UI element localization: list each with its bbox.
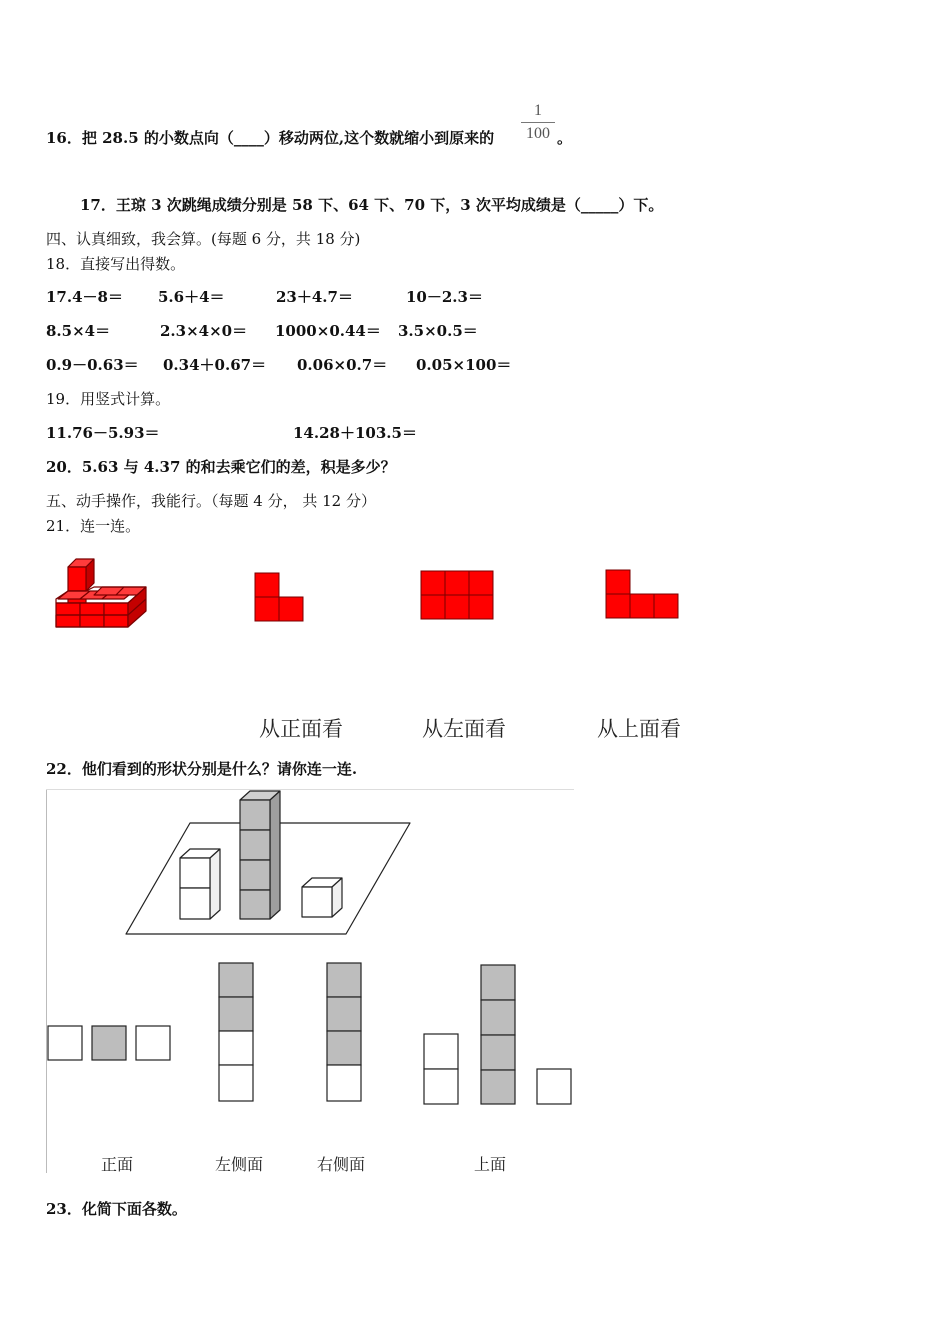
q23-text: 23．化简下面各数。 bbox=[46, 1200, 187, 1218]
q22-3d-scene bbox=[120, 790, 420, 940]
q16-end: 。 bbox=[557, 129, 573, 147]
q18-item: 0.05×100＝ bbox=[416, 356, 512, 374]
q18-item: 17.4－8＝ bbox=[46, 288, 123, 306]
q22-view-front bbox=[47, 1025, 175, 1063]
q18-item: 0.06×0.7＝ bbox=[297, 356, 388, 374]
q16-text: 16．把 28.5 的小数点向（____）移动两位,这个数就缩小到原来的 bbox=[46, 129, 495, 147]
fraction-denominator: 100 bbox=[526, 125, 550, 142]
q18-item: 8.5×4＝ bbox=[46, 322, 111, 340]
label-front: 正面 bbox=[101, 1155, 134, 1174]
q18-item: 5.6＋4＝ bbox=[158, 288, 225, 306]
q19-item: 14.28＋103.5＝ bbox=[293, 424, 417, 442]
q21-text: 21．连一连。 bbox=[46, 517, 141, 535]
q18-item: 23＋4.7＝ bbox=[276, 288, 353, 306]
q18-item: 1000×0.44＝ bbox=[275, 322, 381, 340]
q17-text: 17．王琼 3 次跳绳成绩分别是 58 下、64 下、70 下，3 次平均成绩是（_____）下。 bbox=[80, 196, 664, 214]
q22-text: 22．他们看到的形状分别是什么？请你连一连. bbox=[46, 760, 358, 778]
section-4-title: 四、认真细致，我会算。(每题 6 分，共 18 分) bbox=[46, 230, 361, 248]
q18-item: 3.5×0.5＝ bbox=[398, 322, 478, 340]
q18-item: 0.9－0.63＝ bbox=[46, 356, 139, 374]
red-shape-side-view bbox=[254, 572, 306, 624]
q19-item: 11.76－5.93＝ bbox=[46, 424, 160, 442]
fraction-numerator: 1 bbox=[534, 102, 542, 119]
caption-top-view: 从上面看 bbox=[597, 717, 681, 741]
q18-item: 2.3×4×0＝ bbox=[160, 322, 248, 340]
label-top: 上面 bbox=[474, 1155, 507, 1174]
q22-view-top bbox=[423, 964, 575, 1106]
q16-fraction bbox=[521, 102, 555, 143]
label-right-side: 右侧面 bbox=[317, 1155, 366, 1174]
red-shape-front-view bbox=[420, 570, 496, 622]
label-left-side: 左侧面 bbox=[215, 1155, 264, 1174]
q22-view-right bbox=[326, 962, 364, 1104]
q22-view-left bbox=[218, 962, 256, 1104]
q18-text: 18．直接写出得数。 bbox=[46, 255, 186, 273]
red-cube-solid-figure bbox=[50, 555, 160, 635]
q20-text: 20．5.63 与 4.37 的和去乘它们的差，积是多少？ bbox=[46, 458, 396, 476]
q19-text: 19．用竖式计算。 bbox=[46, 390, 171, 408]
q18-item: 10－2.3＝ bbox=[406, 288, 483, 306]
red-shape-top-view bbox=[605, 569, 681, 621]
caption-front-view: 从正面看 bbox=[259, 717, 343, 741]
caption-left-view: 从左面看 bbox=[422, 717, 506, 741]
q18-item: 0.34＋0.67＝ bbox=[163, 356, 267, 374]
section-5-title: 五、动手操作，我能行。（每题 4 分， 共 12 分） bbox=[46, 492, 376, 510]
